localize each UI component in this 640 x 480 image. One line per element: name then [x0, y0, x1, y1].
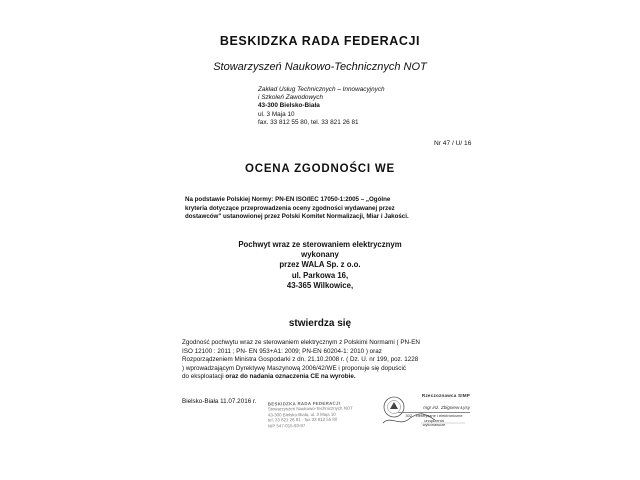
- unit-street: ul. 3 Maja 10: [258, 110, 295, 118]
- body-line1: Zgodność pochwytu wraz ze sterowaniem elektrycznym z Polskimi Normami ( PN-EN: [182, 339, 420, 346]
- basis-paragraph: [185, 196, 450, 222]
- basis-line3: dostawców" ustanowionej przez Polski Komitet Normalizacji, Miar i Jakości.: [185, 213, 409, 221]
- product-line2: wykonany: [301, 250, 339, 260]
- place-date: Bielsko-Biała 11.07.2016 r.: [182, 398, 257, 405]
- body-line5-normal: do eksploatacji: [182, 373, 226, 381]
- stamp-left-line4: tel. 33 821 26 81 · fax 33 812 55 80: [267, 416, 338, 423]
- organization-name: BESKIDZKA RADA FEDERACJI: [219, 34, 421, 48]
- conformity-paragraph: [182, 339, 458, 382]
- product-block: [0, 240, 640, 291]
- body-line5-bold: oraz do nadania oznaczenia CE na wyrobie.: [225, 373, 356, 381]
- stamp-left-line3: 43-300 Bielsko-Biała, ul. 3 Maja 10: [267, 411, 336, 418]
- organization-subtitle: Stowarzyszeń Naukowo-Technicznych NOT: [213, 61, 427, 73]
- expert-stamp-footer-line1: 302 - elektryczne i elektroniczne urządzenia: [405, 413, 463, 423]
- unit-address-block: [258, 86, 385, 127]
- unit-contact: fax. 33 812 55 80, tel. 33 821 26 81: [258, 118, 359, 126]
- confirms-heading: stwierdza się: [288, 318, 352, 329]
- organization-stamp: [268, 401, 359, 452]
- body-line4: ) wprowadzającym Dyrektywę Maszynową 2006/42/WE i proponuje się dopuścić: [182, 364, 406, 372]
- expert-stamp-header: Rzeczoznawca SIMP: [421, 393, 470, 398]
- expert-stamp-footer-line2: wykonawcze: [422, 422, 446, 428]
- product-line4: ul. Parkowa 16,: [291, 270, 349, 280]
- stamp-left-line1: BESKIDZKA RADA FEDERACJI: [267, 400, 341, 407]
- reference-number: Nr 47 / U/ 16: [434, 140, 472, 147]
- document-title: OCENA ZGODNOŚCI WE: [244, 163, 396, 175]
- stamp-left-line2: Stowarzyszeń Naukowo-Technicznych NOT: [267, 405, 354, 412]
- unit-name-line2: i Szkoleń Zawodowych: [258, 94, 324, 102]
- basis-line1: Na podstawie Polskiej Normy: PN-EN ISO/IEC 17050-1:2005 – „Ogólne: [185, 196, 391, 203]
- body-line2: ISO 12100 : 2011 ; PN- EN 953+A1: 2009; PN-EN 60204-1: 2010 ) oraz: [182, 347, 382, 355]
- expert-stamp: [398, 393, 470, 428]
- stamp-left-line5: NIP 547-015-93-97: [267, 422, 306, 429]
- unit-name-line1: Zakład Usług Technicznych – Innowacyjnych: [258, 86, 385, 93]
- product-line3: przez WALA Sp. z o.o.: [279, 260, 361, 270]
- expert-stamp-footer: [398, 412, 470, 428]
- body-line5: [182, 373, 458, 382]
- expert-stamp-name: mgr inż. Zbigniew Łysy: [423, 404, 470, 410]
- product-line5: 43-365 Wilkowice,: [286, 280, 354, 290]
- unit-postal: 43-300 Bielsko-Biała: [258, 102, 320, 110]
- basis-line2: kryteria dotyczące przeprowadzenia oceny zgodności wydawanej przez: [185, 204, 395, 212]
- body-line3: Rozporządzeniem Ministra Gospodarki z dn. 21.10.2008 r. ( Dz. U. nr 199, poz. 1228: [182, 356, 419, 364]
- product-line1: Pochwyt wraz ze sterowaniem elektrycznym: [238, 240, 402, 249]
